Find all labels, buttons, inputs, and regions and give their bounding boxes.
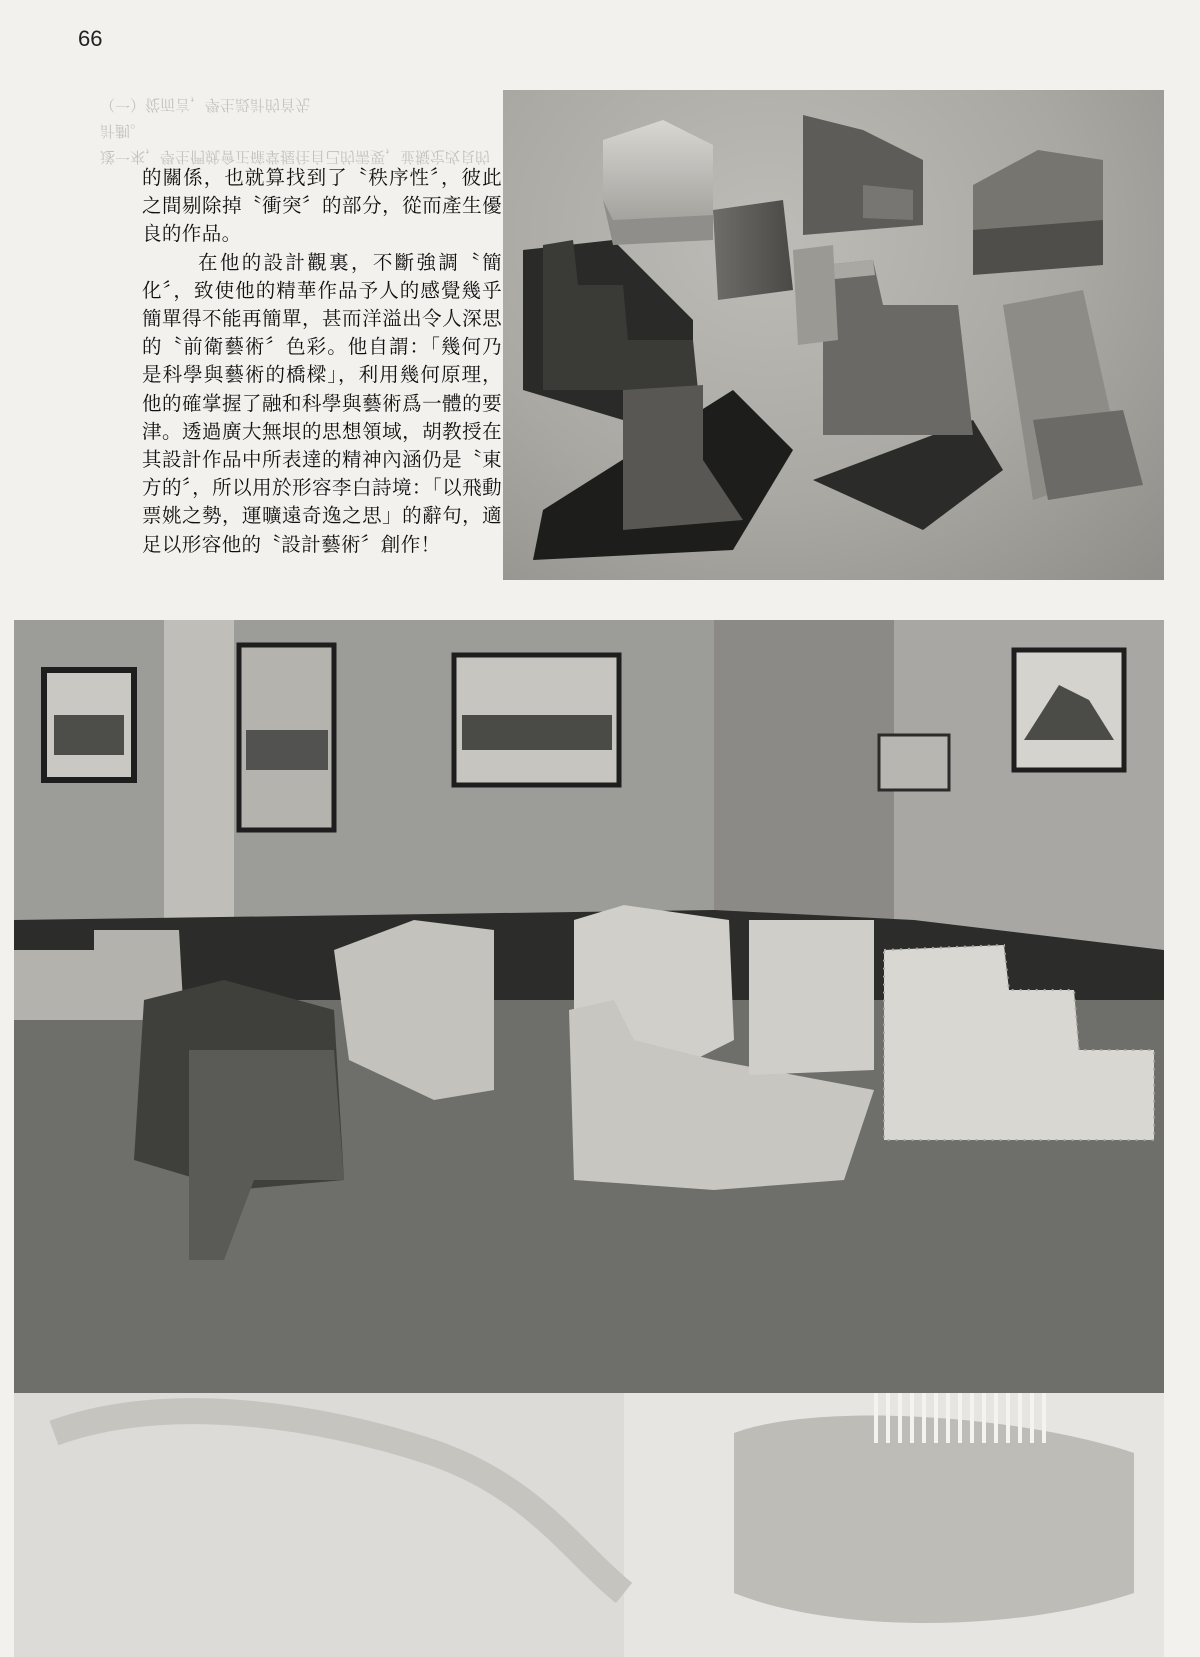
show-through-text: 遂一來，學生們就會正確掌握住自己的需要，並擬定改良的計劃。 （一）從而言，學生設計的首先 [100, 96, 491, 166]
article-paragraph-1: 的關係，也就算找到了〝秩序性〞，彼此之間剔除掉〝衝突〞的部分，從而產生優良的作品。 [142, 166, 502, 246]
modular-blocks-photo [503, 90, 1164, 580]
show-through-image [14, 1393, 1164, 1657]
exhibition-room-illustration [14, 620, 1164, 1393]
article-body [142, 164, 502, 559]
exhibition-room-photo [14, 620, 1164, 1393]
article-paragraph-2: 在他的設計觀裏，不斷強調〝簡化〞，致使他的精華作品予人的感覺幾乎簡單得不能再簡單，甚而洋溢出令人深思的〝前衛藝術〞色彩。他自謂：「幾何乃是科學與藝術的橋樑」，利用幾何原理，他的確掌握了融和科學與藝術爲一體的要津。透過廣大無垠的思想領域，胡教授在其設計作品中所表達的精神內涵仍是〝東方的〞，所以用於形容李白詩境：「以飛動票姚之勢，運曠遠奇逸之思」的辭句，適足以形容他的〝設計藝術〞創作！ [142, 250, 502, 556]
page-number: 66 [78, 26, 103, 51]
show-through-illustration [14, 1393, 1164, 1657]
modular-blocks-illustration [503, 90, 1164, 580]
